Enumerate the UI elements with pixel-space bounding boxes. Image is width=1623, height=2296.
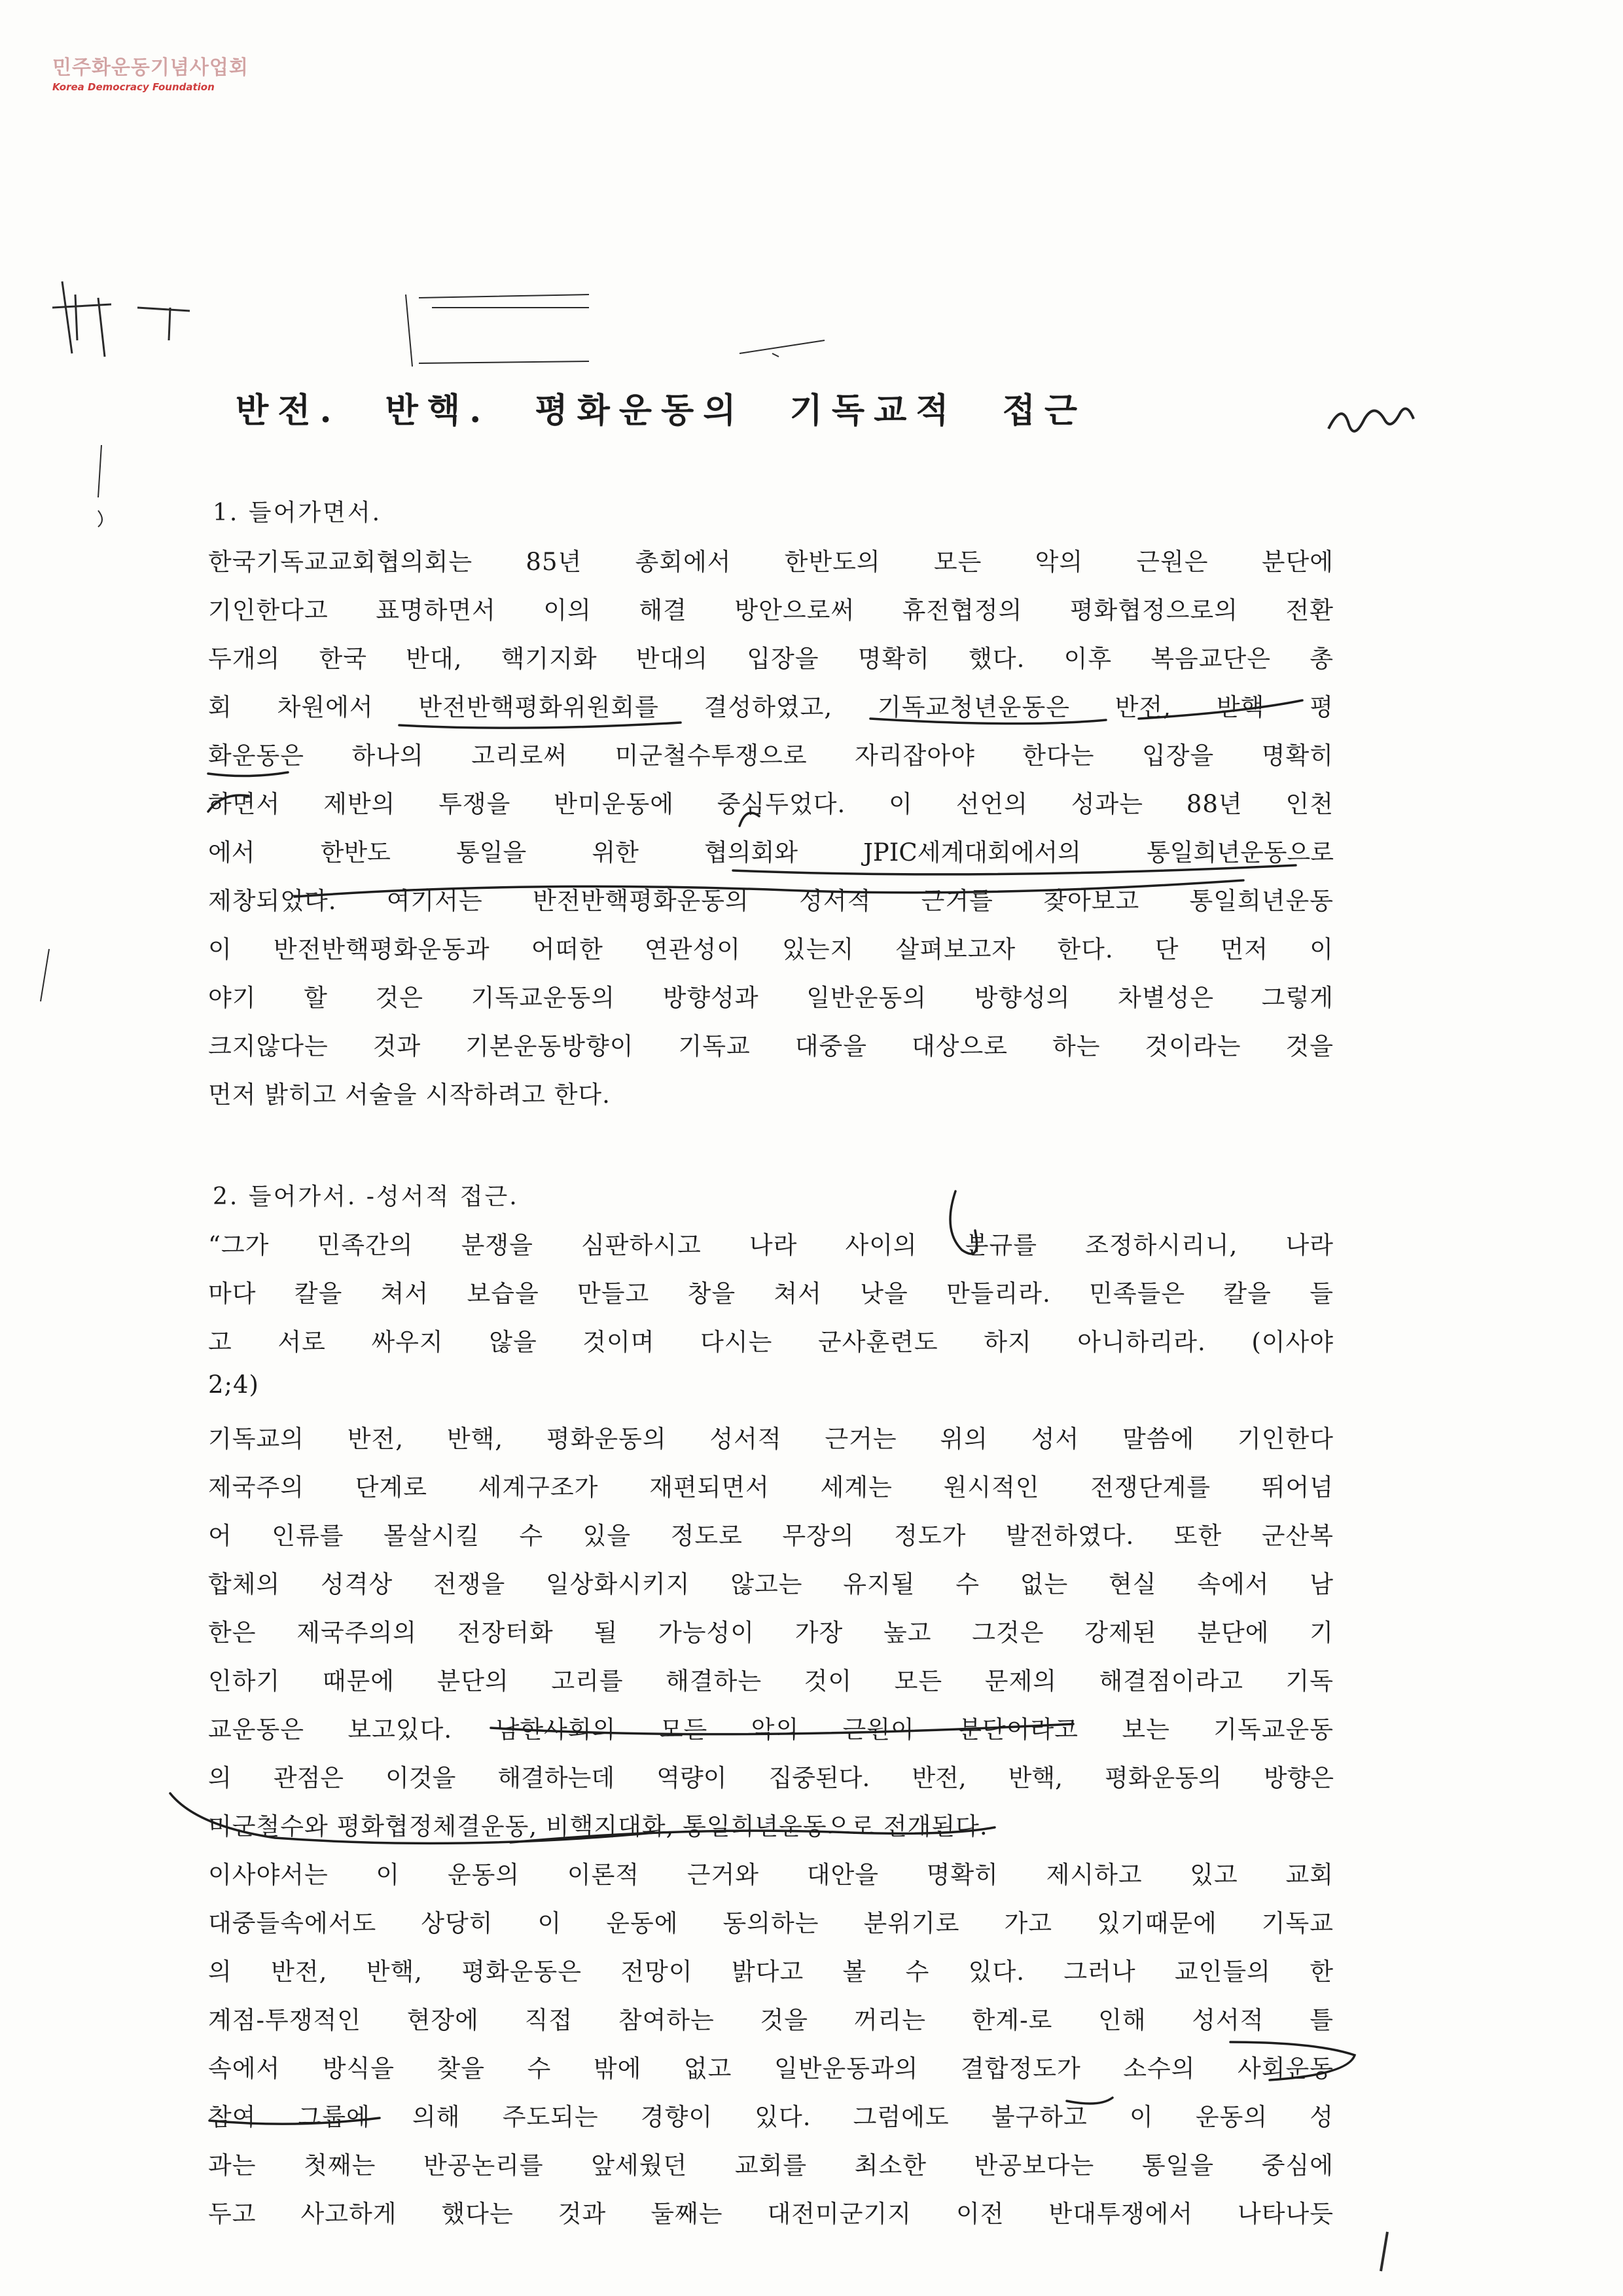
logo-english-text: Korea Democracy Foundation bbox=[52, 81, 215, 93]
paragraph-line: 야기 할 것은 기독교운동의 방향성과 일반운동의 방향성의 차별성은 그렇게 bbox=[208, 984, 1334, 1012]
document-title: 반전. 반핵. 평화운동의 기독교적 접근 bbox=[236, 391, 1087, 431]
paragraph-line: 회 차원에서 반전반핵평화위원회를 결성하였고, 기독교청년운동은 반전, 반핵 평 bbox=[208, 693, 1334, 721]
paragraph-line: 의 반전, 반핵, 평화운동은 전망이 밝다고 볼 수 있다. 그러나 교인들의 한 bbox=[208, 1958, 1334, 1986]
paragraph-line: 두고 사고하게 했다는 것과 둘째는 대전미군기지 이전 반대투쟁에서 나타나듯 bbox=[208, 2200, 1334, 2228]
paragraph-line: 하면서 제반의 투쟁을 반미운동에 중심두었다. 이 선언의 성과는 88년 인천 bbox=[208, 790, 1334, 818]
paragraph-line: 합체의 성격상 전쟁을 일상화시키지 않고는 유지될 수 없는 현실 속에서 남 bbox=[208, 1570, 1334, 1598]
paragraph-line: 교운동은 보고있다. 남한사회의 모든 악의 근원이 분단이라고 보는 기독교운동 bbox=[208, 1715, 1334, 1744]
paragraph-line: 의 관점은 이것을 해결하는데 역량이 집중된다. 반전, 반핵, 평화운동의 방향은 bbox=[208, 1764, 1334, 1792]
paragraph-line: 한국기독교교회협의회는 85년 총회에서 한반도의 모든 악의 근원은 분단에 bbox=[208, 548, 1334, 576]
paragraph-line: 먼저 밝히고 서술을 시작하려고 한다. bbox=[208, 1081, 611, 1109]
paragraph-line: 속에서 방식을 찾을 수 밖에 없고 일반운동과의 결합정도가 소수의 사회운동 bbox=[208, 2054, 1334, 2083]
paragraph-line: “그가 민족간의 분쟁을 심판하시고 나라 사이의 분규를 조정하시리니, 나라 bbox=[208, 1231, 1334, 1259]
paragraph-line: 제국주의 단계로 세계구조가 재편되면서 세계는 원시적인 전쟁단계를 뛰어넘 bbox=[208, 1473, 1334, 1501]
foundation-logo bbox=[52, 51, 249, 93]
logo-korean-text: 민주화운동기념사업회 bbox=[52, 56, 249, 79]
paragraph-line: 미군철수와 평화협정체결운동, 비핵지대화, 통일희년운동으로 전개된다. bbox=[208, 1812, 988, 1840]
paragraph-line: 참여 그룹에 의해 주도되는 경향이 있다. 그럼에도 불구하고 이 운동의 성 bbox=[208, 2103, 1334, 2131]
paragraph-line: 기인한다고 표명하면서 이의 해결 방안으로써 휴전협정의 평화협정으로의 전환 bbox=[208, 596, 1334, 624]
paragraph-line: 이 반전반핵평화운동과 어떠한 연관성이 있는지 살펴보고자 한다. 단 먼저 이 bbox=[208, 935, 1334, 963]
paragraph-line: 인하기 때문에 분단의 고리를 해결하는 것이 모든 문제의 해결점이라고 기독 bbox=[208, 1667, 1334, 1695]
paragraph-line: 과는 첫째는 반공논리를 앞세웠던 교회를 최소한 반공보다는 통일을 중심에 bbox=[208, 2151, 1334, 2179]
paragraph-line: 기독교의 반전, 반핵, 평화운동의 성서적 근거는 위의 성서 말씀에 기인한다 bbox=[208, 1425, 1334, 1453]
paragraph-line: 에서 한반도 통일을 위한 협의회와 JPIC세계대회에서의 통일희년운동으로 bbox=[208, 838, 1334, 867]
paragraph-line: 계점-투쟁적인 현장에 직접 참여하는 것을 꺼리는 한계-로 인해 성서적 틀 bbox=[208, 2006, 1334, 2034]
paragraph-line: 제창되었다. 여기서는 반전반핵평화운동의 성서적 근거를 찾아보고 통일희년운동 bbox=[208, 887, 1334, 915]
paragraph-line: 마다 칼을 쳐서 보습을 만들고 창을 쳐서 낫을 만들리라. 민족들은 칼을 들 bbox=[208, 1280, 1334, 1308]
section-1-heading: 1. 들어가면서. bbox=[213, 499, 382, 526]
section-2-heading: 2. 들어가서. -성서적 접근. bbox=[213, 1183, 519, 1210]
paragraph-line: 이사야서는 이 운동의 이론적 근거와 대안을 명확히 제시하고 있고 교회 bbox=[208, 1861, 1334, 1889]
paragraph-line: 고 서로 싸우지 않을 것이며 다시는 군사훈련도 하지 아니하리라. (이사야 bbox=[208, 1328, 1334, 1356]
paragraph-line: 화운동은 하나의 고리로써 미군철수투쟁으로 자리잡아야 한다는 입장을 명확히 bbox=[208, 742, 1334, 770]
paragraph-line: 2;4) bbox=[208, 1371, 259, 1399]
paragraph-line: 두개의 한국 반대, 핵기지화 반대의 입장을 명확히 했다. 이후 복음교단은 총 bbox=[208, 645, 1334, 673]
paragraph-line: 어 인류를 몰살시킬 수 있을 정도로 무장의 정도가 발전하였다. 또한 군산복 bbox=[208, 1522, 1334, 1550]
paragraph-line: 크지않다는 것과 기본운동방향이 기독교 대중을 대상으로 하는 것이라는 것을 bbox=[208, 1032, 1334, 1060]
paragraph-line: 한은 제국주의의 전장터화 될 가능성이 가장 높고 그것은 강제된 분단에 기 bbox=[208, 1619, 1334, 1647]
paragraph-line: 대중들속에서도 상당히 이 운동에 동의하는 분위기로 가고 있기때문에 기독교 bbox=[208, 1909, 1334, 1937]
